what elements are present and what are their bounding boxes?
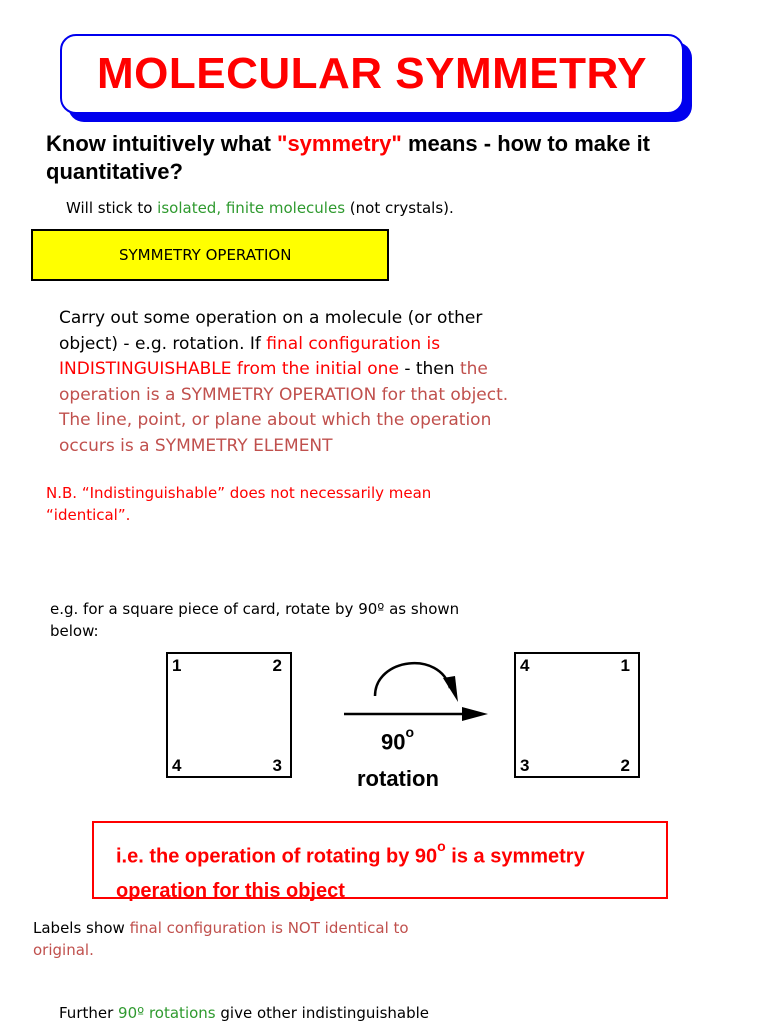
conclusion-part2: is a symmetry operation for this object (116, 845, 585, 902)
corner-label: 3 (520, 756, 530, 775)
straight-arrowhead-icon (462, 707, 488, 721)
definition-paragraph (59, 306, 529, 459)
scope-note (66, 199, 454, 217)
curved-arrow-icon (375, 663, 450, 696)
rotation-label: rotation (357, 766, 439, 791)
further-rotations-text (59, 1002, 659, 1024)
para-red: final configuration is INDISTINGUISHABLE from the initial one (59, 333, 441, 379)
rotation-arrows (330, 650, 500, 730)
curved-arrowhead-icon (443, 676, 458, 702)
page-title: MOLECULAR SYMMETRY (96, 49, 648, 98)
symmetry-operation-box (31, 229, 389, 281)
note-part2: (not crystals). (345, 199, 454, 217)
further-green: 90º rotations (118, 1004, 216, 1022)
note-part1: Will stick to (66, 199, 158, 217)
further-part1: Further (59, 1004, 119, 1022)
rotation-angle (381, 724, 415, 755)
example-text: e.g. for a square piece of card, rotate by 90º as shown below: (50, 600, 460, 640)
further-part2: give other indistinguishable (215, 1004, 430, 1022)
corner-label: 1 (172, 656, 182, 675)
degree-symbol: o (405, 724, 415, 740)
heading-highlight: "symmetry" (277, 131, 402, 156)
corner-label: 2 (272, 656, 282, 675)
heading-part1: Know intuitively what (46, 131, 278, 156)
corner-label: 4 (172, 756, 182, 775)
labels-note-salmon: final configuration is NOT identical to original. (33, 919, 409, 959)
title-banner (60, 34, 684, 114)
labels-note (33, 917, 473, 961)
labels-note-part1: Labels show (33, 919, 130, 937)
para-salmon: the operation is a SYMMETRY OPERATION for that object. The line, point, or plane about which the operation occurs is a SYMMETRY ELEMENT (59, 359, 509, 456)
conclusion-part1: i.e. the operation of rotating by 90 (116, 845, 438, 868)
corner-label: 3 (272, 756, 282, 775)
corner-label: 1 (620, 656, 630, 675)
conclusion-text (116, 833, 656, 908)
angle-value: 90 (381, 729, 406, 755)
heading-part2: means - how to make it quantitative? (46, 131, 651, 184)
para-part1: Carry out some operation on a molecule (or other object) - e.g. rotation. If (59, 308, 483, 354)
note-highlight: isolated, finite molecules (157, 199, 346, 217)
corner-label: 2 (620, 756, 630, 775)
symmetry-operation-label: SYMMETRY OPERATION (119, 246, 292, 264)
conclusion-box (92, 821, 668, 902)
intro-heading (46, 130, 726, 186)
degree-symbol: o (437, 838, 446, 854)
square-before (166, 652, 292, 778)
para-part2: - then (398, 359, 460, 379)
nb-note: N.B. “Indistinguishable” does not necessarily mean “identical”. (46, 484, 432, 524)
square-after (514, 652, 640, 778)
corner-label: 4 (520, 656, 530, 675)
